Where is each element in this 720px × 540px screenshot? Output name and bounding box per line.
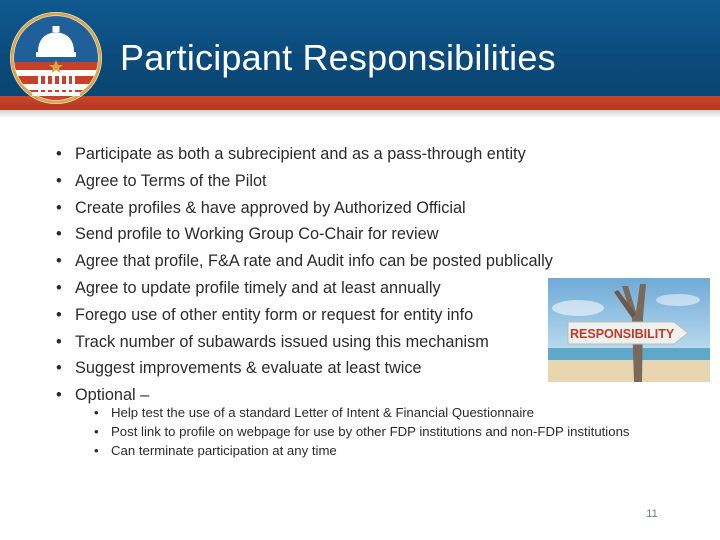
bullet-dot: •	[94, 443, 99, 458]
list-item-text: Forego use of other entity form or request for entity info	[75, 305, 474, 324]
bullet-dot: •	[56, 386, 62, 405]
bullet-dot: •	[56, 198, 62, 217]
sub-list-item-text: Help test the use of a standard Letter of Intent & Financial Questionnaire	[111, 405, 534, 420]
responsibility-signpost-image	[548, 278, 710, 382]
list-item-text: Create profiles & have approved by Authorized Official	[75, 198, 466, 217]
bullet-dot: •	[94, 424, 99, 439]
list-item-text: Suggest improvements & evaluate at least twice	[75, 359, 422, 378]
list-item	[56, 171, 553, 198]
bullet-dot: •	[56, 252, 62, 271]
bullet-dot: •	[56, 278, 62, 297]
list-item-text: Send profile to Working Group Co-Chair for review	[75, 225, 439, 244]
header-red-stripe	[0, 96, 720, 110]
header-shadow	[0, 110, 720, 118]
page-number: 11	[646, 508, 658, 520]
sub-list-item-text: Post link to profile on webpage for use by other FDP institutions and non-FDP institutions	[111, 424, 630, 439]
bullet-dot: •	[56, 145, 62, 163]
list-item	[56, 358, 553, 385]
list-item	[56, 305, 553, 332]
list-item-text: Optional –	[75, 386, 150, 405]
bullet-dot: •	[94, 405, 99, 420]
sub-list-item	[94, 406, 664, 420]
list-item	[56, 144, 553, 171]
list-item-text: Agree to Terms of the Pilot	[75, 171, 267, 190]
sub-list-item-text: Can terminate participation at any time	[111, 443, 337, 458]
list-item-text: Track number of subawards issued using this mechanism	[75, 332, 489, 351]
list-item-text: Participate as both a subrecipient and as a pass-through entity	[75, 145, 526, 163]
sign-text: RESPONSIBILITY	[570, 327, 675, 341]
sub-list-item	[94, 425, 664, 439]
list-item	[56, 224, 553, 251]
list-item-text: Agree that profile, F&A rate and Audit info can be posted publically	[75, 252, 553, 271]
bullet-dot: •	[56, 332, 62, 351]
capitol-logo-icon	[8, 10, 104, 106]
optional-sublist	[94, 406, 664, 463]
bullet-dot: •	[56, 225, 62, 244]
responsibility-list	[56, 144, 553, 412]
bullet-dot: •	[56, 359, 62, 378]
list-item	[56, 251, 553, 278]
list-item	[56, 198, 553, 225]
list-item	[56, 278, 553, 305]
page-title: Participant Responsibilities	[120, 37, 556, 78]
list-item	[56, 332, 553, 359]
sub-list-item	[94, 444, 664, 458]
list-item-text: Agree to update profile timely and at least annually	[75, 278, 441, 297]
bullet-dot: •	[56, 171, 62, 190]
bullet-dot: •	[56, 305, 62, 324]
